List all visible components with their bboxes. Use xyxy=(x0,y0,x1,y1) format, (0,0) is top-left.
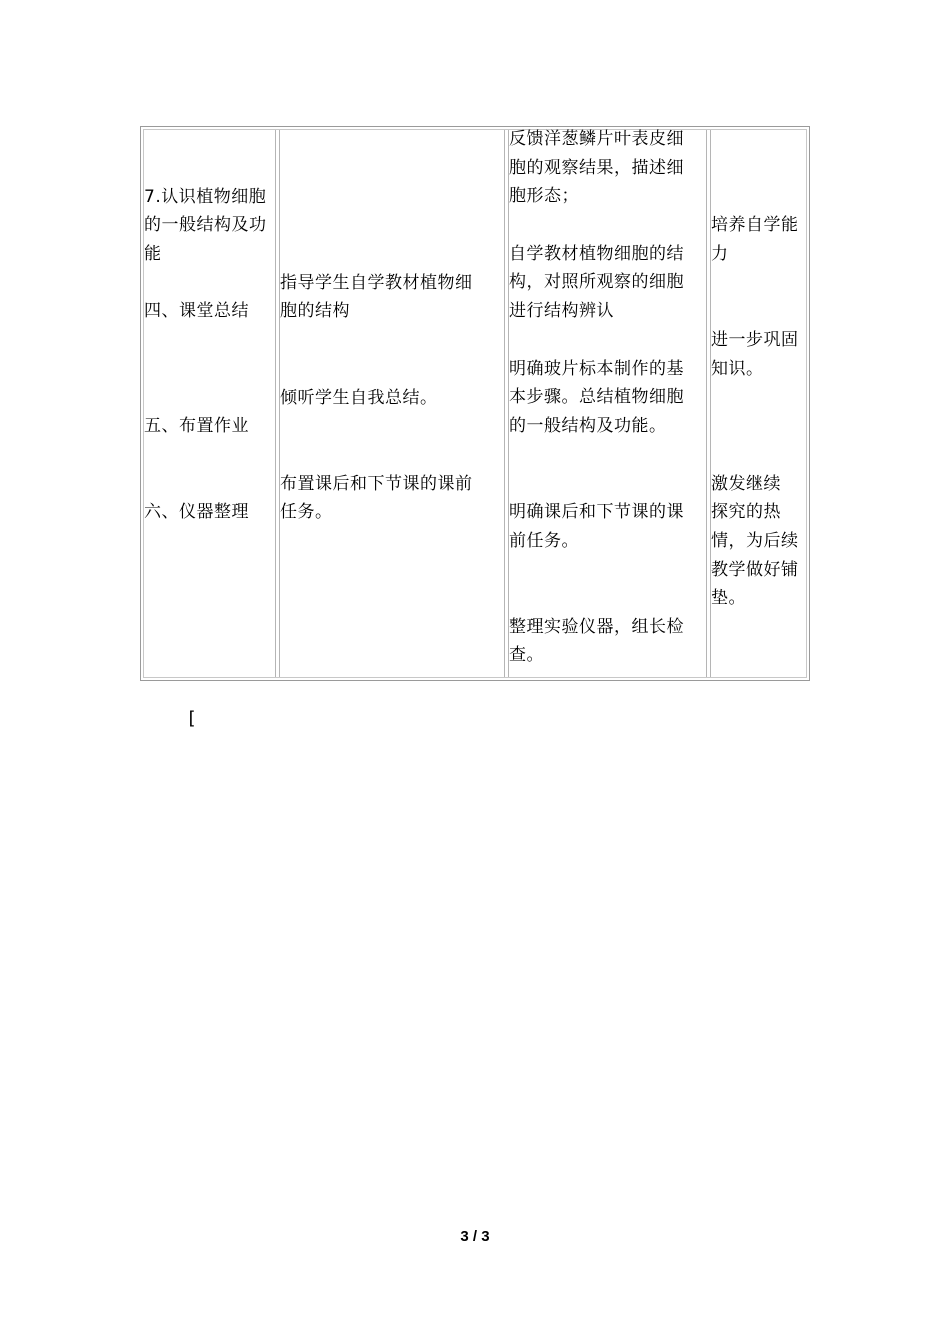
table-cell-line: 布置课后和下节课的课前 xyxy=(280,473,473,494)
stray-bracket: [ xyxy=(186,708,197,729)
table-cell-line xyxy=(144,384,267,413)
table-cell-line: 进行结构辨认 xyxy=(509,301,614,322)
table-cell-line xyxy=(509,555,684,584)
page-number: 3 / 3 xyxy=(460,1228,490,1245)
table-cell-line xyxy=(509,211,684,240)
table-cell-line: 构，对照所观察的细胞 xyxy=(509,272,684,293)
table-cell-line xyxy=(711,183,799,212)
table-cell-line xyxy=(711,297,799,326)
table-cell-line: 倾听学生自我总结。 xyxy=(280,387,438,408)
table-cell-line xyxy=(280,154,473,183)
table-cell-line xyxy=(144,355,267,384)
table-cell-line xyxy=(280,412,473,441)
table-cell-line: 的一般结构及功能。 xyxy=(509,415,667,436)
column-design-intent xyxy=(711,154,799,613)
table-cell-line: 四、课堂总结 xyxy=(144,301,249,322)
table-cell-line: 查。 xyxy=(509,645,544,666)
table-cell-line xyxy=(144,326,267,355)
table-cell-line: 反馈洋葱鳞片叶表皮细 xyxy=(509,129,684,149)
table-cell-line xyxy=(144,441,267,470)
table-cell-line: 进一步巩固 xyxy=(711,330,799,351)
table-cell-line: 明确玻片标本制作的基 xyxy=(509,358,684,379)
table-cell-line xyxy=(280,441,473,470)
table-cell-line: 培养自学能 xyxy=(711,215,799,236)
table-cell-line: 明确课后和下节课的课 xyxy=(509,501,684,522)
lesson-table xyxy=(140,126,810,681)
table-cell-line: 六、仪器整理 xyxy=(144,502,249,523)
table-cell-line: 胞的观察结果，描述细 xyxy=(509,157,684,178)
table-cell-line: 教学做好铺 xyxy=(711,559,799,580)
table-cell-line xyxy=(711,384,799,413)
table-cell-line xyxy=(144,154,267,183)
table-cell-line: 情，为后续 xyxy=(711,530,799,551)
table-cell-line xyxy=(509,326,684,355)
table-cell-line: 的一般结构及功 xyxy=(144,215,267,236)
table-cell-line: 整理实验仪器，组长检 xyxy=(509,616,684,637)
table-cell-line xyxy=(711,154,799,183)
table-cell-line xyxy=(280,183,473,212)
table-cell-line xyxy=(711,441,799,470)
table-cell-line xyxy=(144,269,267,298)
table-cell-line xyxy=(280,355,473,384)
table-cell-line xyxy=(509,469,684,498)
table-cell-line: 任务。 xyxy=(280,502,333,523)
table-cell-line: 激发继续 xyxy=(711,473,781,494)
table-cell-line xyxy=(509,584,684,613)
table-cell-line: 前任务。 xyxy=(509,530,579,551)
table-cell-line xyxy=(280,211,473,240)
table-cell-line: 胞的结构 xyxy=(280,301,350,322)
table-cell-line xyxy=(711,269,799,298)
table-cell-line: 力 xyxy=(711,244,729,265)
table-cell-line: 胞形态； xyxy=(509,186,579,207)
table-cell-line: 7.认识植物细胞 xyxy=(144,186,267,207)
table-cell-line xyxy=(711,412,799,441)
table-cell-line: 探究的热 xyxy=(711,502,781,523)
column-teacher-activity xyxy=(280,154,473,527)
table-cell-line xyxy=(280,326,473,355)
table-cell-line: 知识。 xyxy=(711,358,764,379)
table-cell-line xyxy=(280,240,473,269)
table-cell-line: 指导学生自学教材植物细 xyxy=(280,272,473,293)
table-cell-line: 自学教材植物细胞的结 xyxy=(509,243,684,264)
table-cell-line: 垫。 xyxy=(711,588,746,609)
column-student-activity xyxy=(509,125,684,670)
table-cell-line xyxy=(144,470,267,499)
table-cell-line: 能 xyxy=(144,244,162,265)
table-cell-line: 五、布置作业 xyxy=(144,416,249,437)
column-stage xyxy=(144,154,267,527)
table-cell-line xyxy=(509,441,684,470)
table-cell-line: 本步骤。总结植物细胞 xyxy=(509,387,684,408)
